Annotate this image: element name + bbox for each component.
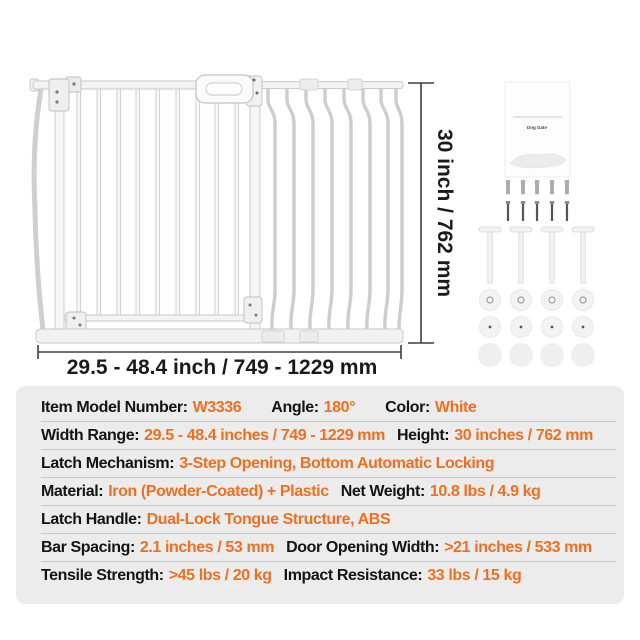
spec-pair [41, 539, 274, 557]
threaded-spindle-rods [479, 227, 594, 283]
spec-label: Bar Spacing: [41, 538, 135, 556]
spec-value: 29.5 - 48.4 inches / 749 - 1229 mm [144, 426, 385, 444]
bottom-rail-connector [300, 331, 318, 342]
door-bottom-crossbar [64, 315, 254, 321]
spec-row [41, 422, 616, 450]
spec-label: Door Opening Width: [286, 538, 440, 556]
spec-pair [385, 399, 476, 417]
gate-illustration [30, 75, 403, 343]
gate-handle [196, 75, 262, 106]
wall-protector-pads [478, 343, 595, 367]
spec-label: Angle: [271, 398, 319, 416]
spec-label: Tensile Strength: [41, 567, 164, 584]
spec-label: Width Range: [41, 426, 140, 444]
spec-value: >45 lbs / 20 kg [168, 567, 272, 584]
spec-pair [41, 399, 241, 417]
wall-cups-pin [480, 317, 594, 338]
spec-label: Color: [385, 398, 430, 416]
height-dimension [408, 83, 456, 343]
instruction-manual [505, 82, 570, 177]
top-hinge-bracket [49, 77, 81, 111]
wall-cups-ring [480, 290, 594, 311]
extension-rail-connector [300, 79, 318, 90]
spec-pair [284, 567, 522, 585]
short-screws [506, 180, 569, 194]
spec-label: Material: [41, 482, 104, 500]
latch-post [250, 84, 260, 332]
bottom-hinge-bracket [66, 312, 86, 331]
spec-pair [41, 483, 329, 501]
spec-row [41, 506, 616, 534]
extension-top-rail [256, 82, 403, 89]
spec-value: 3-Step Opening, Bottom Automatic Locking [179, 454, 495, 472]
spec-value: >21 inches / 533 mm [444, 538, 592, 556]
wall-side-bar [34, 90, 43, 330]
spec-table [16, 386, 624, 604]
spec-row [41, 562, 616, 590]
width-dimension-label: 29.5 - 48.4 inch / 749 - 1229 mm [66, 356, 378, 379]
bottom-rail [36, 329, 403, 343]
spec-value: 180° [323, 398, 356, 416]
spec-value: 30 inches / 762 mm [454, 426, 593, 444]
spec-value: White [434, 398, 477, 416]
spec-row [41, 534, 616, 562]
spec-value: 10.8 lbs / 4.9 kg [429, 482, 541, 500]
spec-row [41, 450, 616, 478]
spec-value: 2.1 inches / 53 mm [139, 538, 275, 556]
height-dimension-label: 30 inch / 762 mm [433, 128, 456, 298]
door-bars [77, 88, 239, 316]
width-dimension [38, 345, 401, 379]
extension-rail-connector [348, 79, 362, 90]
spec-label: Latch Handle: [41, 510, 142, 528]
spec-pair [41, 567, 272, 585]
spec-pair [286, 539, 592, 557]
spec-label: Impact Resistance: [283, 567, 423, 584]
spec-pair [397, 427, 593, 445]
spec-label: Latch Mechanism: [41, 454, 175, 472]
spec-pair [41, 511, 390, 529]
spec-label: Net Weight: [340, 482, 425, 500]
hardware-kit [478, 82, 595, 367]
spec-pair [271, 399, 355, 417]
spec-label: Item Model Number: [41, 398, 188, 416]
spec-value: Iron (Powder-Coated) + Plastic [108, 482, 329, 500]
spec-pair [341, 483, 541, 501]
handle-slot [206, 83, 242, 95]
spec-row [41, 394, 616, 422]
spec-label: Height: [396, 426, 450, 444]
spec-value: Dual-Lock Tongue Structure, ABS [146, 510, 391, 528]
spec-value: 33 lbs / 15 kg [427, 567, 522, 584]
manual-title: Dog Gate [526, 125, 548, 130]
spec-row [41, 478, 616, 506]
spec-pair [41, 427, 385, 445]
long-bolts [506, 201, 569, 221]
hinge-post [55, 84, 64, 332]
bottom-rail-connector [262, 331, 284, 342]
spec-value: W3336 [192, 398, 242, 416]
extension-bars [268, 88, 402, 329]
spec-pair [41, 455, 494, 473]
bottom-latch-bracket [244, 297, 262, 323]
